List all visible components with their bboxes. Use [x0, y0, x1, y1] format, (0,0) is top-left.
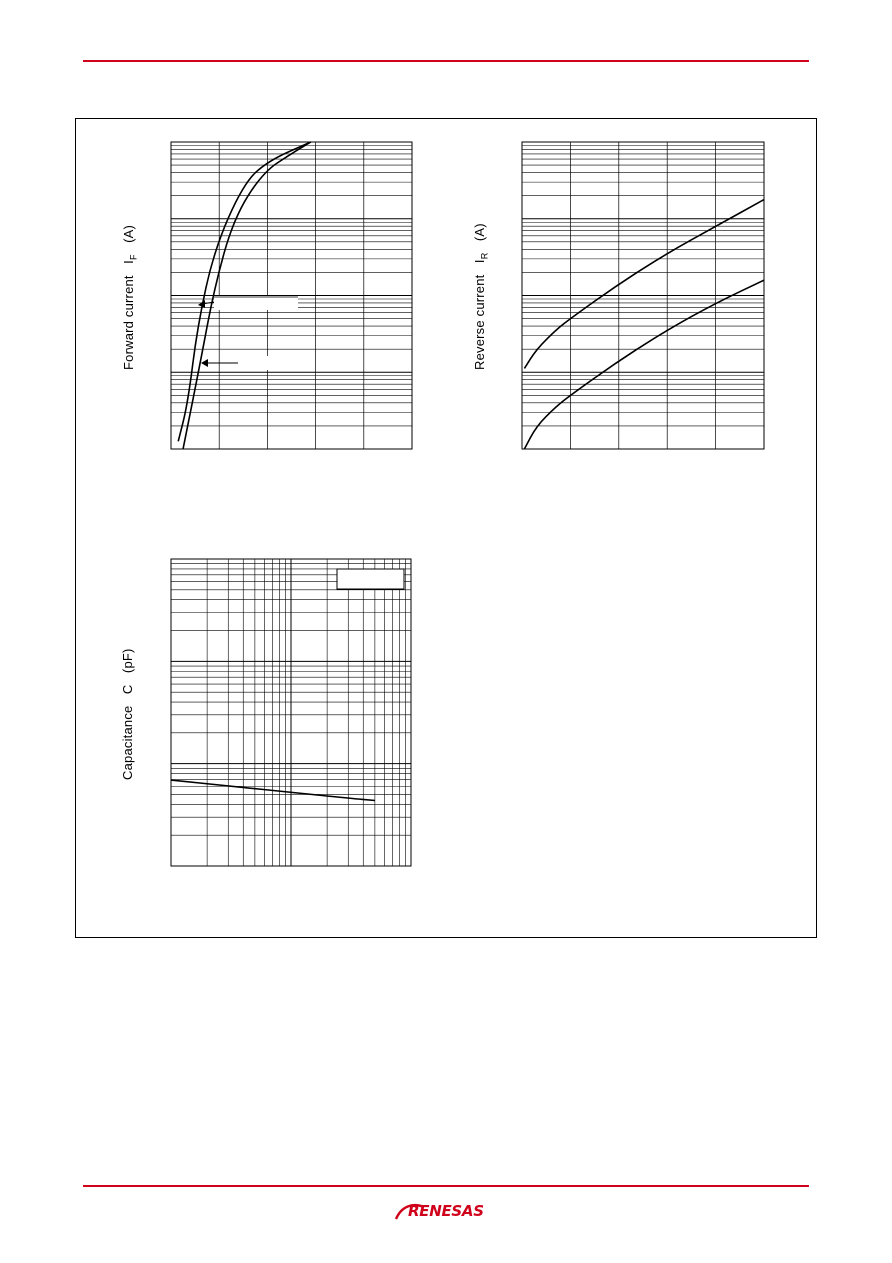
- footer-rule: [83, 1185, 809, 1187]
- forward-ylabel-text: Forward current: [121, 275, 136, 370]
- logo-text: RENESAS: [408, 1202, 484, 1220]
- capacitance-ylabel-unit: (pF): [120, 648, 135, 674]
- renesas-logo: [394, 1201, 502, 1223]
- reverse-ylabel: [472, 223, 490, 370]
- reverse-series-2-line: [524, 280, 764, 449]
- reverse-ylabel-unit: (A): [472, 223, 487, 242]
- capacitance-ylabel: [120, 648, 135, 780]
- forward-callout-box-2: [240, 356, 300, 370]
- reverse-series-1-line: [524, 200, 764, 369]
- reverse-ylabel-text: Reverse current: [472, 274, 487, 370]
- capacitance-ylabel-symbol: C: [120, 684, 135, 695]
- reverse-ylabel-sub: R: [479, 252, 490, 260]
- forward-ylabel-symbol: I: [121, 260, 136, 264]
- forward-ylabel: [121, 225, 139, 370]
- capacitance-legend-box: [337, 569, 404, 589]
- reverse-ylabel-symbol: I: [472, 259, 487, 264]
- forward-callout-box: [214, 296, 298, 310]
- forward-series-1-line: [178, 142, 311, 441]
- forward-ylabel-unit: (A): [121, 224, 136, 243]
- capacitance-series-1-line: [171, 780, 375, 800]
- forward-ylabel-sub: F: [128, 254, 139, 260]
- forward-arrow-2-head: [201, 359, 208, 367]
- capacitance-ylabel-text: Capacitance: [120, 705, 135, 780]
